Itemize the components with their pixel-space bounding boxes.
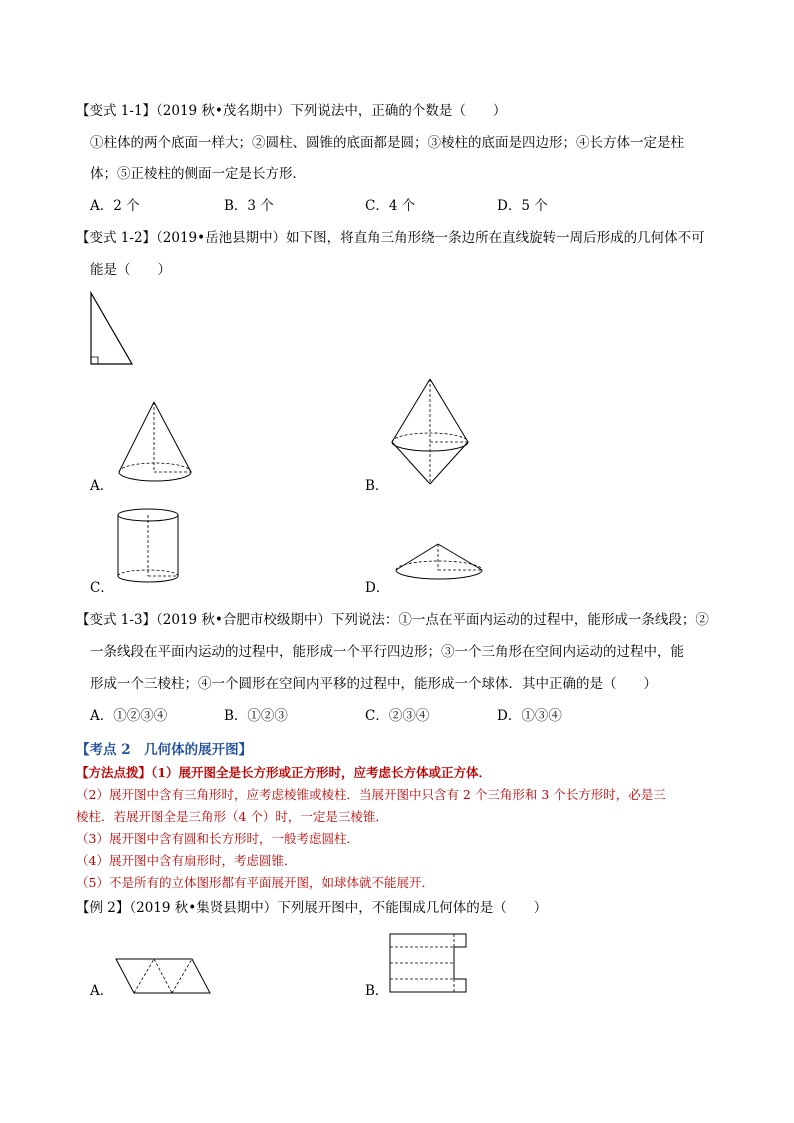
question-1-3-stem: 【变式 1-3】（2019 秋•合肥市校级期中）下列说法：①一点在平面内运动的过程中，能形成一条线段；②	[76, 612, 709, 628]
right-triangle-figure	[88, 290, 138, 370]
option-b: B．①②③	[224, 708, 288, 724]
figure-label-c: C．	[90, 580, 114, 596]
rectangle-net-figure	[386, 930, 472, 996]
option-a: A．①②③④	[90, 708, 168, 724]
cone-figure	[112, 398, 202, 490]
cylinder-figure	[114, 506, 186, 586]
option-d: D．5 个	[497, 198, 548, 214]
question-1-2-text-line: 能是（ ）	[90, 262, 171, 278]
figure-label-a: A．	[90, 478, 114, 494]
flat-cone-figure	[392, 540, 488, 586]
question-1-1-text-line: ①柱体的两个底面一样大；②圆柱、圆锥的底面都是圆；③棱柱的底面是四边形；④长方体一定是柱	[90, 135, 684, 151]
figure-label-d: D．	[365, 580, 390, 596]
option-d: D．①③④	[497, 708, 562, 724]
question-1-3-text-line: 形成一个三棱柱；④一个圆形在空间内平移的过程中，能形成一个球体．其中正确的是（ ）	[90, 676, 657, 692]
option-a: A．2 个	[90, 198, 140, 214]
method-tip-line: （5）不是所有的立体图形都有平面展开图，如球体就不能展开．	[76, 875, 434, 890]
question-1-3-text-line: 一条线段在平面内运动的过程中，能形成一个平行四边形；③一个三角形在空间内运动的过程中，能	[90, 644, 684, 660]
question-1-1-text-line: 体；⑤正棱柱的侧面一定是长方形．	[90, 166, 306, 182]
question-1-1-stem: 【变式 1-1】（2019 秋•茂名期中）下列说法中，正确的个数是（ ）	[76, 103, 507, 119]
figure-label-b: B．	[365, 983, 389, 999]
method-tip-line: （2）展开图中含有三角形时，应考虑棱锥或棱柱．当展开图中只含有 2 个三角形和 3 个长方形时，必是三	[76, 787, 666, 802]
option-c: C．4 个	[365, 198, 416, 214]
method-tip-line: 【方法点拨】（1）展开图全是长方形或正方形时，应考虑长方体或正方体．	[76, 765, 491, 780]
example-2-stem: 【例 2】（2019 秋•集贤县期中）下列展开图中，不能围成几何体的是（ ）	[76, 900, 548, 916]
method-tip-line: （3）展开图中含有圆和长方形时，一般考虑圆柱．	[76, 831, 359, 846]
option-c: C．②③④	[365, 708, 430, 724]
method-tip-line: （4）展开图中含有扇形时，考虑圆锥．	[76, 853, 297, 868]
double-cone-figure	[388, 376, 472, 488]
method-tip-line: 棱柱．若展开图全是三角形（4 个）时，一定是三棱锥．	[76, 809, 388, 824]
figure-label-b: B．	[365, 478, 389, 494]
option-b: B．3 个	[224, 198, 274, 214]
question-1-2-stem: 【变式 1-2】（2019•岳池县期中）如下图，将直角三角形绕一条边所在直线旋转一周后形成的几何体不可	[76, 230, 705, 246]
section-heading: 【考点 2 几何体的展开图】	[76, 742, 253, 758]
figure-label-a: A．	[90, 983, 114, 999]
triangle-net-figure	[112, 955, 214, 997]
